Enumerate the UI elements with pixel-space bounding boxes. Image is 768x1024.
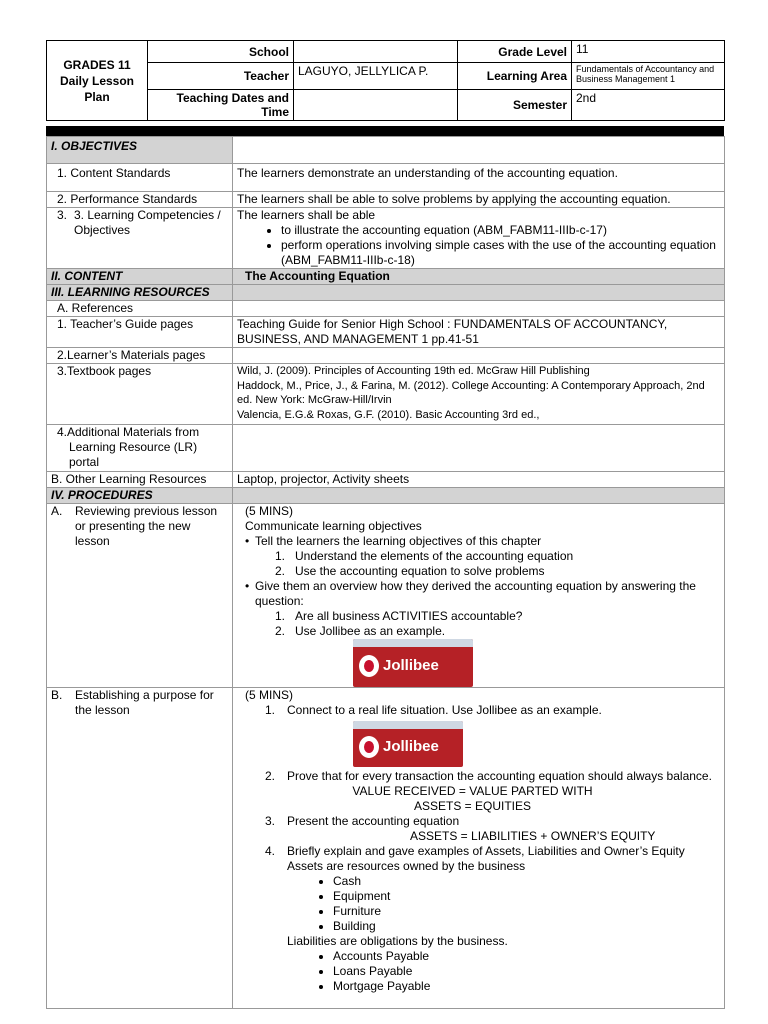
content-standards-value: The learners demonstrate an understanding of the accounting equation. [233,164,725,192]
procedure-a-bullet: Give them an overview how they derived the accounting equation by answering the question: [255,579,696,608]
asset-item: • Cash [333,874,720,889]
semester-value: 2nd [572,90,725,121]
other-resources-label: B. Other Learning Resources [47,472,233,488]
header-table [46,40,725,121]
equation-line: ASSETS = EQUITIES [413,799,532,813]
procedures-heading: IV. PROCEDURES [47,488,233,504]
references-label: A. References [47,301,233,317]
procedure-a-item: Use the accounting equation to solve problems [295,564,545,578]
learning-competencies-value [233,208,725,269]
school-value [294,41,458,63]
jollibee-logo-image: Jollibee [353,639,473,687]
equation-line: ASSETS = LIABILITIES + OWNER’S EQUITY [410,829,656,843]
other-resources-value: Laptop, projector, Activity sheets [233,472,725,488]
lesson-table [46,136,725,1009]
school-label: School [148,41,294,63]
procedure-b-label: B. Establishing a purpose for the lesson [47,688,233,1009]
procedure-a-item: Understand the elements of the accounting equation [295,549,574,563]
liability-item: • Loans Payable [333,964,720,979]
header-divider [46,126,724,136]
equation-line: VALUE RECEIVED = VALUE PARTED WITH [352,784,593,798]
content-title: The Accounting Equation [233,269,725,285]
performance-standards-label: 2. Performance Standards [47,192,233,208]
additional-materials-label: 4.Additional Materials from Learning Resource (LR) portal [47,425,233,472]
procedure-b-time: (5 MINS) [245,688,293,702]
semester-label: Semester [458,90,572,121]
procedure-b-item: Present the accounting equation [287,814,460,828]
procedure-a-time: (5 MINS) [245,504,293,518]
teachers-guide-value: Teaching Guide for Senior High School : FUNDAMENTALS OF ACCOUNTANCY, BUSINESS, AND MANAGEMENT 1 pp.41-51 [233,317,725,348]
competency-item: • to illustrate the accounting equation (ABM_FABM11-IIIb-c-17) [281,223,720,238]
assets-intro: Assets are resources owned by the business [287,859,526,873]
teachers-guide-label: 1. Teacher’s Guide pages [47,317,233,348]
dlp-title: GRADES 11 Daily Lesson Plan [47,41,148,121]
asset-item: • Equipment [333,889,720,904]
competencies-intro: The learners shall be able [237,208,376,222]
teacher-value: LAGUYO, JELLYLICA P. [294,63,458,90]
procedure-b-item: Connect to a real life situation. Use Jollibee as an example. [287,703,602,717]
textbook-label: 3.Textbook pages [47,364,233,425]
content-heading: II. CONTENT [47,269,233,285]
learning-area-value: Fundamentals of Accountancy and Business Management 1 [572,63,725,90]
textbook-line: Wild, J. (2009). Principles of Accounting 19th ed. McGraw Hill Publishing [237,365,590,377]
content-standards-label: 1. Content Standards [47,164,233,192]
procedure-b-item: Prove that for every transaction the accounting equation should always balance. [287,769,712,783]
asset-item: • Building [333,919,720,934]
teacher-label: Teacher [148,63,294,90]
asset-item: • Furniture [333,904,720,919]
liability-item: • Mortgage Payable [333,979,720,994]
teaching-dates-value [294,90,458,121]
procedure-a-item: Are all business ACTIVITIES accountable? [295,609,523,623]
procedure-a-bullet: Tell the learners the learning objectives of this chapter [255,534,542,548]
procedure-a-content: (5 MINS) Communicate learning objectives • Tell the learners the learning objectives of this chapter 1. Understand the elements of the accounting equation 2. Use the accounting equation to solve problems • Give them an overview how they derived the accounting equation by answering the question: 1. Are all business ACTIVITIES accountable? 2. Use Jollibee as an example. Jollibee [233,504,725,688]
performance-standards-value: The learners shall be able to solve problems by applying the accounting equation. [233,192,725,208]
procedure-b-item: Briefly explain and gave examples of Assets, Liabilities and Owner’s Equity [287,844,685,858]
procedure-a-label: A. Reviewing previous lesson or presenting the new lesson [47,504,233,688]
learning-resources-heading: III. LEARNING RESOURCES [47,285,233,301]
textbook-line: Valencia, E.G.& Roxas, G.F. (2010). Basic Accounting 3rd ed., [237,408,540,421]
objectives-heading: I. OBJECTIVES [47,137,233,164]
teaching-dates-label: Teaching Dates and Time [148,90,294,121]
learners-materials-label: 2.Learner’s Materials pages [47,348,233,364]
procedure-a-intro: Communicate learning objectives [245,519,422,533]
procedure-b-content: (5 MINS) 1. Connect to a real life situation. Use Jollibee as an example. Jollibee 2. Prove that for every transaction the accounting equation should always balance. VALUE RECEIVED = VALUE PARTED WITH ASSETS = EQUITIES 3. Present the accounting equation ASSETS = LIABILITIES + OWNER’S EQUITY 4. Briefly explain and gave examples of Assets, Liabilities and Owner’s Equity Assets are resources owned by the business • Cash • Equipment • Furniture • Building Liabilities are obligations by the business. • Accounts Payable • Loans Payable • Mortgage Payable [233,688,725,1009]
textbook-value [233,364,725,425]
liability-item: • Accounts Payable [333,949,720,964]
textbook-line: Haddock, M., Price, J., & Farina, M. (2012). College Accounting: A Contemporary Approach, 2nd ed. New York: McGraw-Hill/Irvin [237,379,705,406]
learning-competencies-label: 3. 3. Learning Competencies / Objectives [47,208,233,269]
competency-item: • perform operations involving simple cases with the use of the accounting equation (ABM_FABM11-IIIb-c-18) [281,238,720,268]
learning-area-label: Learning Area [458,63,572,90]
grade-level-label: Grade Level [458,41,572,63]
liabilities-intro: Liabilities are obligations by the business. [287,934,508,948]
lesson-plan-page [46,40,724,1009]
jollibee-logo-image: Jollibee [353,721,463,767]
grade-level-value: 11 [572,41,725,63]
procedure-a-item: Use Jollibee as an example. [295,624,446,638]
